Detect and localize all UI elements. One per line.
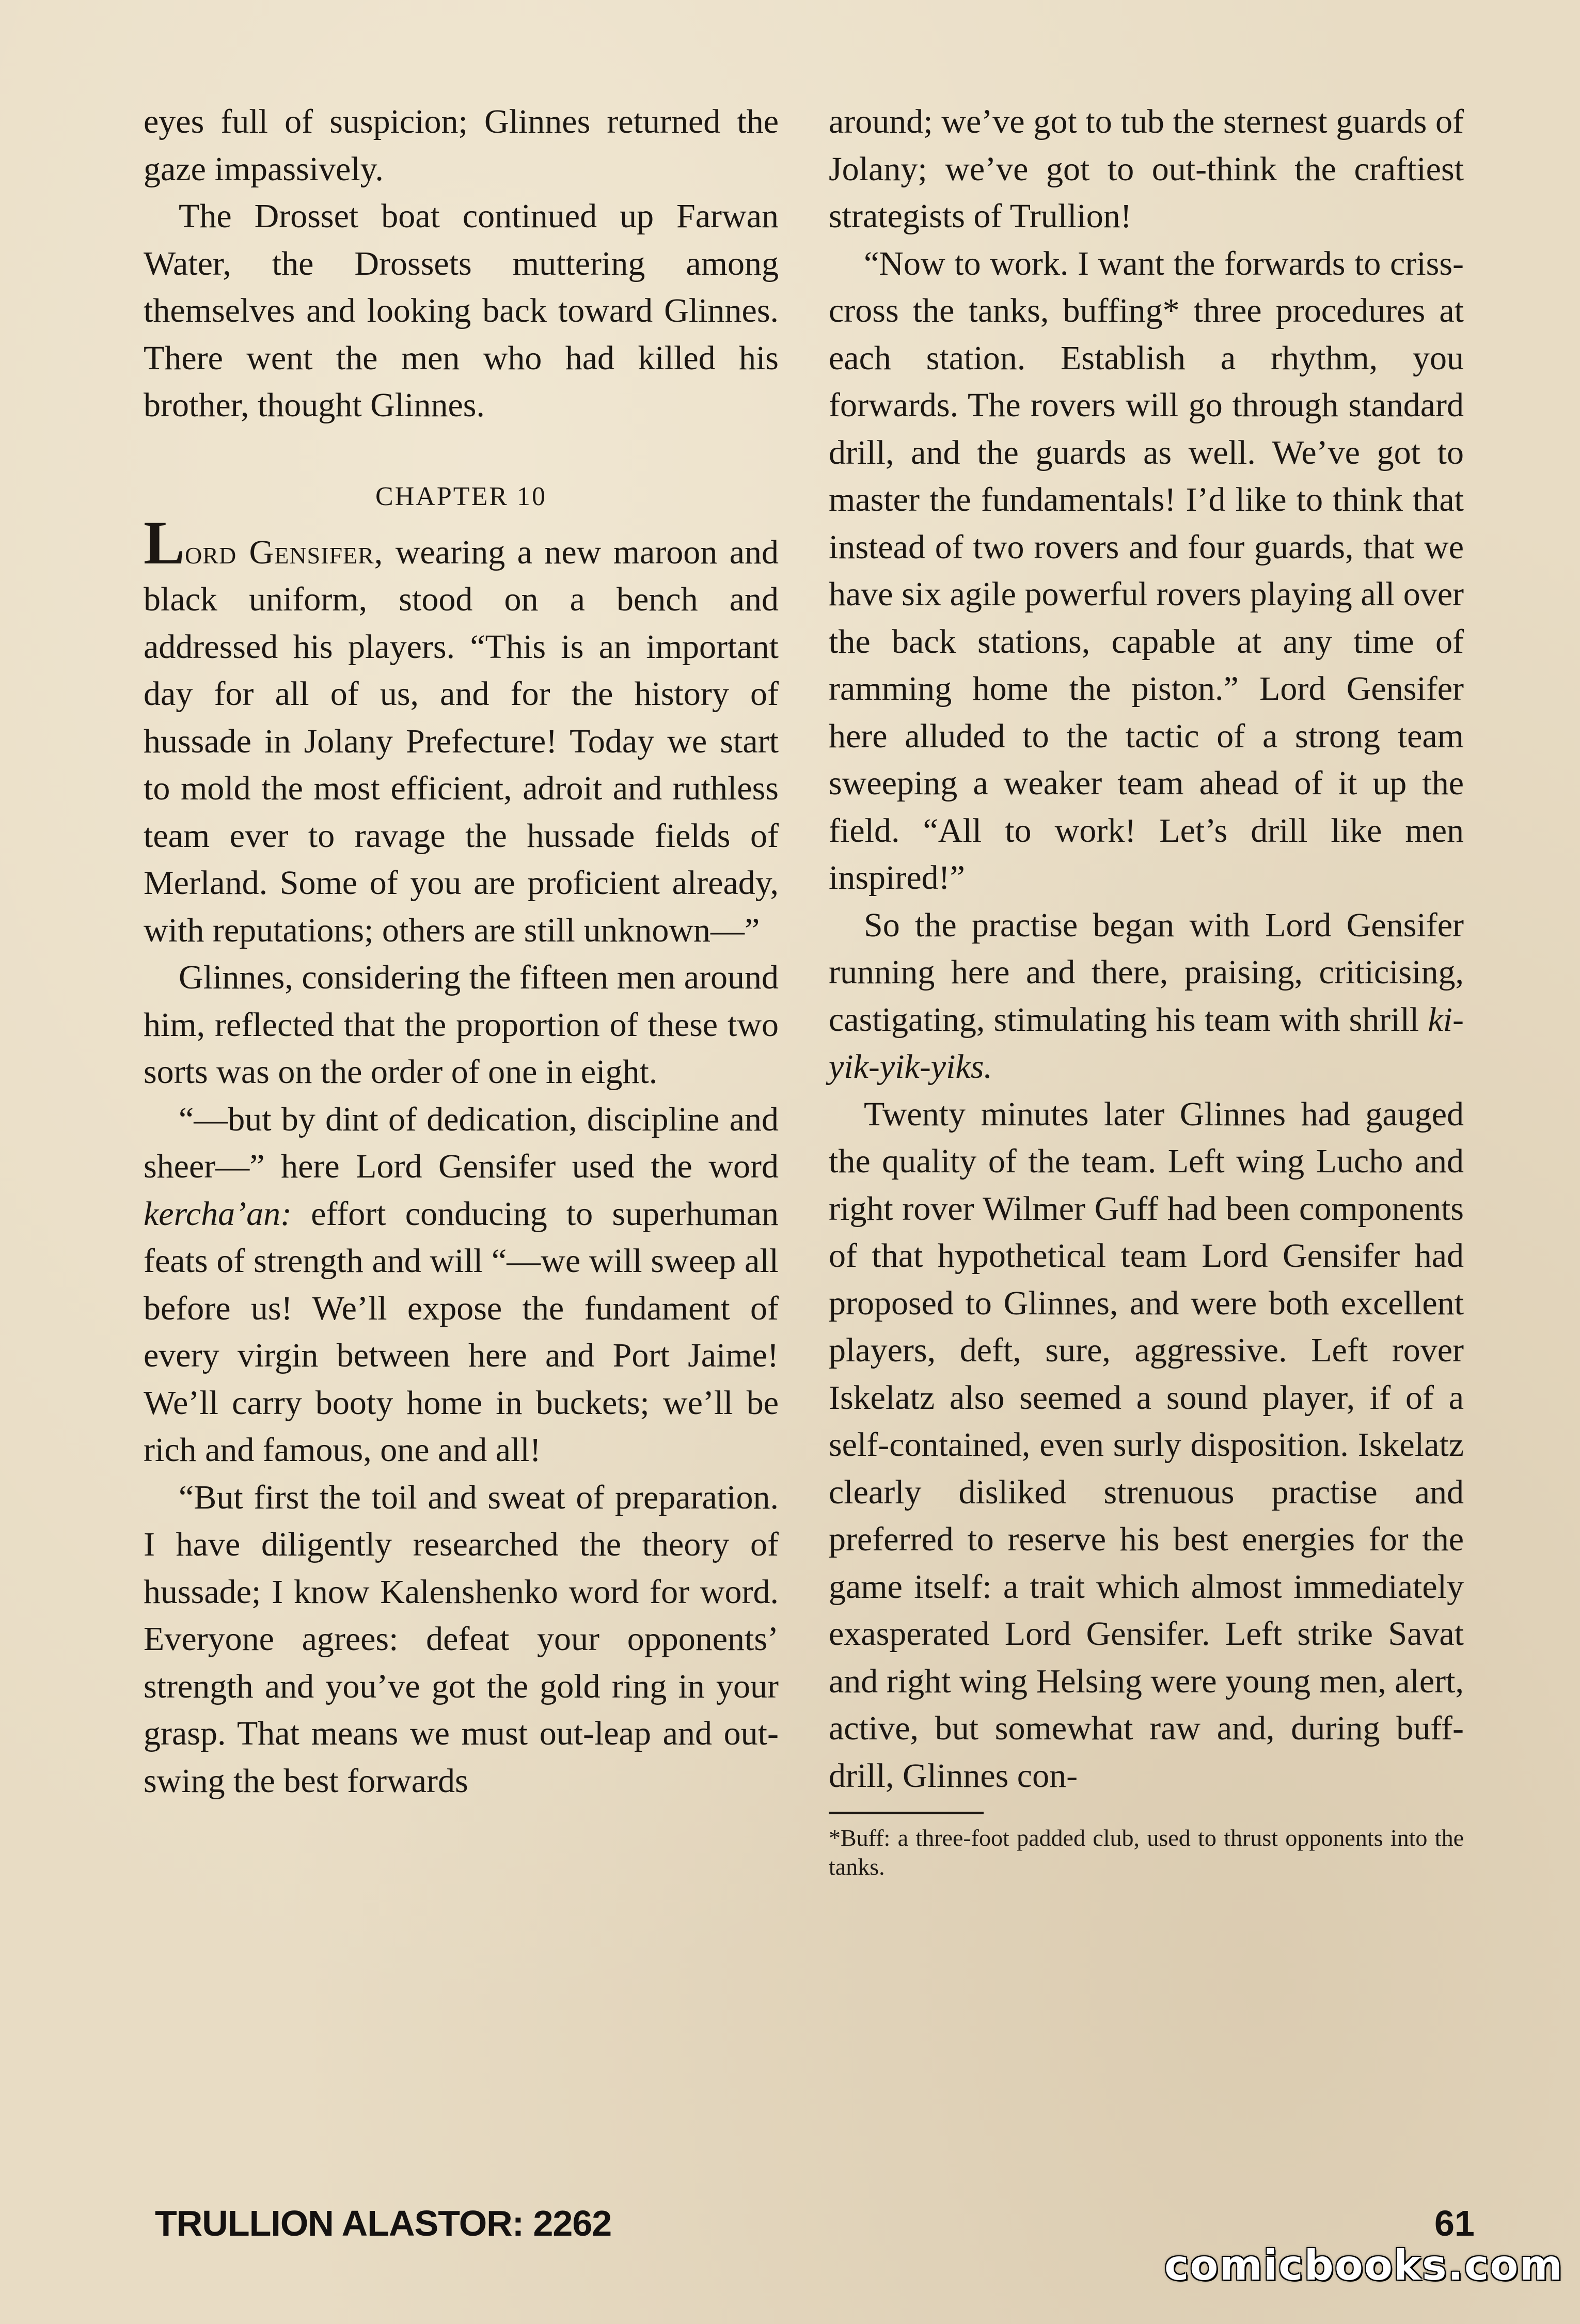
paragraph-text: wearing a new maroon and black uniform, stood on a bench and addressed his players. “This is an important day for all of us, and for the history of hussade in Jolany Prefecture! Today we start to mold the most efficient, adroit and ruthless team ever to ravage the hussade fields of Merland. Some of you are proficient already, with reputations; others are still unknown—” xyxy=(144,533,779,949)
paragraph xyxy=(144,1096,779,1474)
footnote: *Buff: a three-foot padded club, used to thrust opponents into the tanks. xyxy=(829,1825,1464,1880)
drop-cap: L xyxy=(144,508,185,577)
footnote-rule xyxy=(829,1812,984,1814)
paragraph: Glinnes, considering the fifteen men around him, reflected that the proportion of these two sorts was on the order of one in eight. xyxy=(144,959,779,1091)
paragraph: “But first the toil and sweat of preparation. I have diligently researched the theory of hussade; I know Kalenshenko word for word. Everyone agrees: defeat your opponents’ strength and you’ve got the gold ring in your grasp. That means we must out-leap and out-swing the best forwards xyxy=(144,1478,779,1800)
paragraph-text: “—but by dint of dedication, discipline and sheer—” here Lord Gensifer used the word xyxy=(144,1100,779,1185)
left-column xyxy=(144,98,779,1804)
paragraph-text: So the practise began with Lord Gensifer running here and there, praising, criticising, castigating, stimulating his team with shrill xyxy=(829,906,1464,1039)
paragraph: eyes full of suspicion; Glinnes returned the gaze impassively. xyxy=(144,103,779,188)
small-caps-lead: ord Gensifer, xyxy=(185,533,384,571)
chapter-heading: CHAPTER 10 xyxy=(375,481,547,511)
right-column xyxy=(829,98,1464,1881)
paragraph: Twenty minutes later Glinnes had gauged the quality of the team. Left wing Lucho and right rover Wilmer Guff had been components of that hypothetical team Lord Gensifer had proposed to Glinnes, and were both excellent players, deft, sure, aggressive. Left rover Iskelatz also seemed a sound player, if of a self-contained, even surly disposition. Iskelatz clearly disliked strenuous practise and preferred to reserve his best energies for the game itself: a trait which almost immediately exasperated Lord Gensifer. Left strike Savat and right wing Helsing were young men, alert, active, but somewhat raw and, during buff-drill, Glinnes con- xyxy=(829,1095,1464,1795)
running-title: TRULLION ALASTOR: 2262 xyxy=(155,2203,612,2243)
paragraph: around; we’ve got to tub the sternest guards of Jolany; we’ve got to out-think the craftiest strategists of Trullion! xyxy=(829,103,1464,235)
italic-term: ki-yik-yik-yiks. xyxy=(829,1000,1464,1086)
page-number: 61 xyxy=(1434,2203,1475,2243)
chapter-opening-paragraph xyxy=(144,508,779,954)
watermark: comicbooks.com xyxy=(1164,2241,1563,2289)
paragraph xyxy=(829,902,1464,1091)
paragraph: The Drosset boat continued up Farwan Water, the Drossets muttering among themselves and looking back toward Glinnes. There went the men who had killed his brother, thought Glinnes. xyxy=(144,197,779,424)
italic-term: kercha’an: xyxy=(144,1195,292,1233)
paragraph-text: effort conducing to superhuman feats of strength and will “—we will sweep all before us! We’ll expose the fundament of every virgin between here and Port Jaime! We’ll carry booty home in buckets; we’ll be rich and famous, one and all! xyxy=(144,1195,779,1469)
paragraph: “Now to work. I want the forwards to criss-cross the tanks, buffing* three procedures at each station. Establish a rhythm, you forwards. The rovers will go through standard drill, and the guards as well. We’ve got to master the fundamentals! I’d like to think that instead of two rovers and four guards, that we have six agile powerful rovers playing all over the back stations, capable at any time of ramming home the piston.” Lord Gensifer here alluded to the tactic of a strong team sweeping a weaker team ahead of it up the field. “All to work! Let’s drill like men inspired!” xyxy=(829,244,1464,897)
